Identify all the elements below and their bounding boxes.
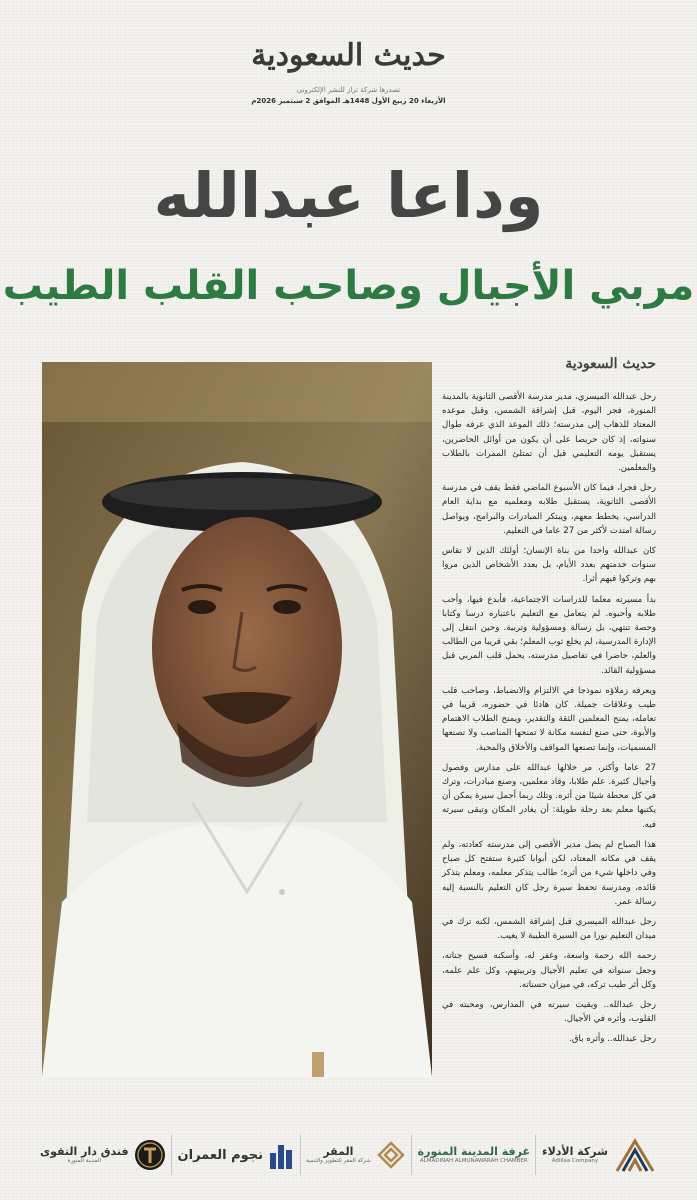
sponsor-adillaa <box>542 1130 657 1180</box>
divider <box>535 1135 536 1175</box>
adillaa-logo-icon <box>613 1135 657 1175</box>
sponsor-nujoom-alomran: نجوم العمران <box>178 1130 294 1180</box>
article-paragraph: رحل عبدالله الميسري، مدير مدرسة الأقصى الثانوية بالمدينة المنورة، فجر اليوم، قبل إشراقة الشمس، وقبل موعده المعتاد للذهاب إلى مدرسته؛ ذلك الموعد الذي عرفه طوال سنواته، إذ كان حريصا على أن يكون من أوائل الحاضرين، يستقبل يومه التعليمي قبل أن تمتلئ الممرات بالطلاب والمعلمين. <box>442 392 656 474</box>
article-paragraph: رحل عبدالله.. وأثره باق. <box>569 1034 656 1045</box>
article-paragraph: كان عبدالله واحدا من بناة الإنسان؛ أولئك الذين لا تقاس سنوات خدمتهم بعدد الأيام، بل بعدد الأشخاص الذين مروا بهم وتركوا فيهم أثرا. <box>442 546 656 585</box>
subheadline: مربي الأجيال وصاحب القلب الطيب <box>2 263 695 309</box>
article-paragraph: رحمه الله رحمة واسعة، وغفر له، وأسكنه فسيح جناته، وجعل سنواته في تعليم الأجيال وتربيتهم، وكل علم علمه، وكل أثر طيب تركه، في ميزان حسناته. <box>442 951 656 990</box>
hotel-t-logo-icon <box>134 1139 166 1171</box>
sponsor-text: شركة الأدلاء Adillaa Company <box>541 1145 608 1164</box>
masthead <box>0 38 697 105</box>
article-paragraph: 27 عاما وأكثر، مر خلالها عبدالله على مدارس وفصول وأجيال كثيرة. علم طلابا، وقاد معلمين، وصنع مبادرات، وترك في كل محطة شيئا من أثره. وتلك ربما أجمل سيرة يمكن أن يكتبها معلم بعد رحلة طويلة: أن يغادر المكان وتبقى سيرته فيه. <box>442 762 656 830</box>
divider <box>411 1135 412 1175</box>
issue-date: الأربعاء 20 ربيع الأول 1448هـ الموافق 2 سبتمبر 2026م <box>251 97 446 105</box>
article-logo: حديث السعودية <box>565 356 656 372</box>
sponsor-bar <box>40 1130 657 1180</box>
divider <box>171 1135 172 1175</box>
almaqar-logo-icon <box>376 1140 406 1170</box>
article-paragraph: رحل فجرا، فيما كان الأسبوع الماضي فقط يقف في مدرسة الأقصى الثانوية، يستقبل طلابه ومعلميه مع بداية العام الدراسي، يخطط معهم، ويبتكر المبادرات والبرامج، ويواصل رسالة امتدت لأكثر من 27 عاما في التعليم. <box>442 483 656 536</box>
sponsor-dar-altaqwa <box>40 1130 166 1180</box>
publisher-tagline: تصدرها شركة تراز للنشر الإلكتروني <box>296 86 401 94</box>
sponsor-text: غرفة المدينة المنورة ALMADINAH ALMUNAWARAH CHAMBER <box>417 1145 530 1164</box>
article-paragraph: رحل عبدالله.. وبقيت سيرته في المدارس، ومحبته في القلوب، وأثره في الأجيال. <box>442 999 656 1025</box>
article-paragraph: هذا الصباح لم يصل مدير الأقصى إلى مدرسته كعادته، ولم يقف في مكانه المعتاد، لكن أبوابا كثيرة ستفتح كل صباح وفي داخلها شيء من أثره؛ طالب يتذكر معلمه، ومعلم يتذكر قائده، ومدرسة تحفظ سيرة رجل كان التعليم بالنسبة إليه رسالة عمر. <box>442 839 656 907</box>
sponsor-text: فندق دار التقوى المدينة المنورة <box>40 1145 129 1164</box>
portrait-photo <box>42 362 432 1077</box>
publication-logo: حديث السعودية <box>251 38 446 73</box>
article-body <box>442 352 656 1082</box>
sponsor-almaqar <box>306 1130 406 1180</box>
article-paragraph: بدأ مسيرته معلما للدراسات الاجتماعية، فأبدع فيها، وأحب طلابه وأحبوه. لم يتعامل مع التعليم باعتباره درسا وكتابا وحصة تنتهي، بل رسالة ومسؤولية وتربية. وحين انتقل إلى الإدارة المدرسية، لم يخلع ثوب المعلم؛ بقي قريبا من الطالب والعلم، حاضرا في تفاصيل مدرسته، يحمل قلب المربي قبل مسؤولية القائد. <box>442 594 656 676</box>
sponsor-madinah-chamber <box>418 1130 530 1180</box>
sponsor-text: المقر شركة المقر للتطوير والتنمية <box>306 1145 371 1164</box>
headline: وداعا عبدالله <box>153 159 544 232</box>
divider <box>300 1135 301 1175</box>
buildings-icon <box>268 1141 294 1169</box>
article-paragraph: ويعرفه زملاؤه نموذجا في الالتزام والانضباط، وصاحب قلب طيب وعلاقات جميلة. كان هادئا في حضوره، قريبا في تعامله، يمنح المعلمين الثقة والتقدير، ويمنح الطلاب الاهتمام والأبوة، حتى صنع لنفسه مكانة لا تمنحها المناصب ولا تصنعها المسميات، وإنما تصنعها المواقف والأخلاق والمحبة. <box>442 685 656 753</box>
article-paragraph: رحل عبدالله الميسري قبل إشراقة الشمس، لكنه ترك في ميدان التعليم نورا من السيرة الطيبة لا يغيب. <box>442 916 656 942</box>
